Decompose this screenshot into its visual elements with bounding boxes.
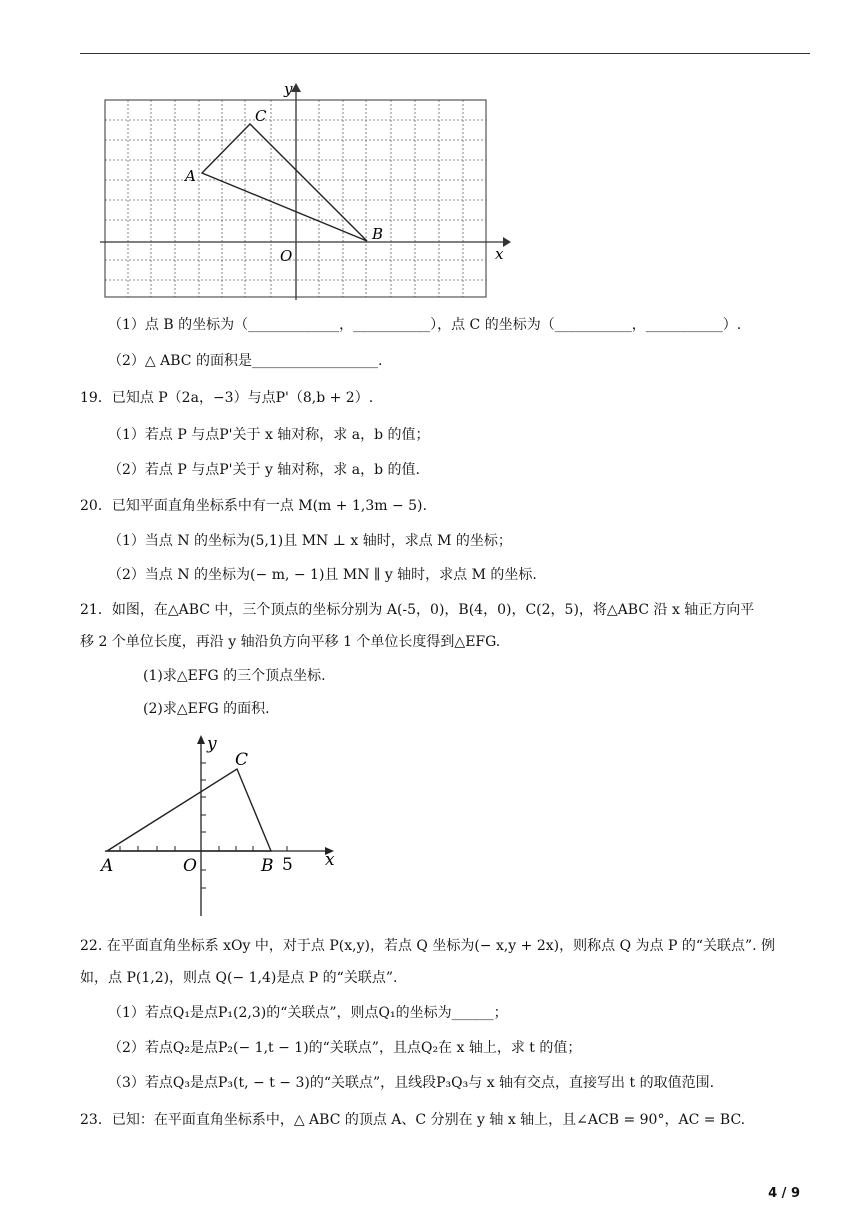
- q23-stem: 23．已知：在平面直角坐标系中，△ ABC 的顶点 A、C 分别在 y 轴 x 轴上，且∠ACB = 90°，AC = BC.: [80, 1112, 746, 1128]
- label-y: y: [284, 80, 293, 98]
- q20-part1: （1）当点 N 的坐标为(5,1)且 MN ⊥ x 轴时，求点 M 的坐标；: [108, 533, 512, 549]
- triangle-abc: [107, 769, 271, 851]
- triangle-abc: [202, 124, 367, 241]
- q21-stem-line2: 移 2 个单位长度，再沿 y 轴沿负方向平移 1 个单位长度得到△EFG.: [80, 634, 501, 650]
- label-O: O: [280, 247, 293, 265]
- q21-part1: (1)求△EFG 的三个顶点坐标.: [143, 668, 326, 684]
- figure-axes-triangle: [95, 730, 355, 920]
- q22-part2: （2）若点Q₂是点P₂(− 1,t − 1)的“关联点”，且点Q₂在 x 轴上，求 t 的值；: [108, 1040, 582, 1056]
- label-x: x: [325, 850, 335, 870]
- label-C: C: [235, 750, 249, 770]
- q18-part2: （2）△ ABC 的面积是__________________.: [108, 353, 383, 369]
- q19-part1: （1）若点 P 与点P'关于 x 轴对称，求 a，b 的值；: [108, 427, 430, 443]
- y-ticks: [201, 763, 206, 888]
- label-A: A: [185, 167, 196, 185]
- y-axis-arrow: [291, 83, 301, 92]
- header-rule: [80, 53, 810, 54]
- label-A: A: [101, 856, 114, 876]
- q18-part1: （1）点 B 的坐标为（_____________，___________），点 C 的坐标为（___________，___________）.: [108, 317, 742, 333]
- x-ticks: [120, 846, 287, 851]
- q20-part2: （2）当点 N 的坐标为(− m, − 1)且 MN ∥ y 轴时，求点 M 的坐标.: [108, 567, 537, 583]
- label-y: y: [207, 734, 217, 754]
- label-x: x: [495, 245, 504, 263]
- y-axis-arrow: [197, 735, 205, 744]
- q19-part2: （2）若点 P 与点P'关于 y 轴对称，求 a，b 的值.: [108, 462, 420, 478]
- q21-part2: (2)求△EFG 的面积.: [143, 701, 270, 717]
- q22-stem-line1: 22. 在平面直角坐标系 xOy 中，对于点 P(x,y)，若点 Q 坐标为(− x,y + 2x)，则称点 Q 为点 P 的“关联点”. 例: [80, 938, 776, 954]
- figure-grid-triangle: [95, 80, 515, 305]
- label-O: O: [183, 856, 197, 876]
- label-C: C: [255, 107, 267, 125]
- q19-stem: 19．已知点 P（2a，−3）与点P'（8,b + 2）.: [80, 390, 374, 406]
- q22-part1: （1）若点Q₁是点P₁(2,3)的“关联点”，则点Q₁的坐标为______；: [108, 1005, 508, 1021]
- x-axis-arrow: [503, 237, 511, 247]
- label-B: B: [372, 225, 384, 243]
- q21-stem-line1: 21．如图，在△ABC 中，三个顶点的坐标分别为 A(-5，0)，B(4，0)，C(2，5)，将△ABC 沿 x 轴正方向平: [80, 602, 755, 618]
- q20-stem: 20．已知平面直角坐标系中有一点 M(m + 1,3m − 5).: [80, 498, 427, 514]
- label-5: 5: [282, 855, 293, 875]
- q22-stem-line2: 如，点 P(1,2)，则点 Q(− 1,4)是点 P 的“关联点”.: [80, 970, 398, 986]
- page-number: 4 / 9: [768, 1186, 800, 1201]
- label-B: B: [261, 856, 274, 876]
- q22-part3: （3）若点Q₃是点P₃(t, − t − 3)的“关联点”，且线段P₃Q₃与 x 轴有交点，直接写出 t 的取值范围.: [108, 1075, 715, 1091]
